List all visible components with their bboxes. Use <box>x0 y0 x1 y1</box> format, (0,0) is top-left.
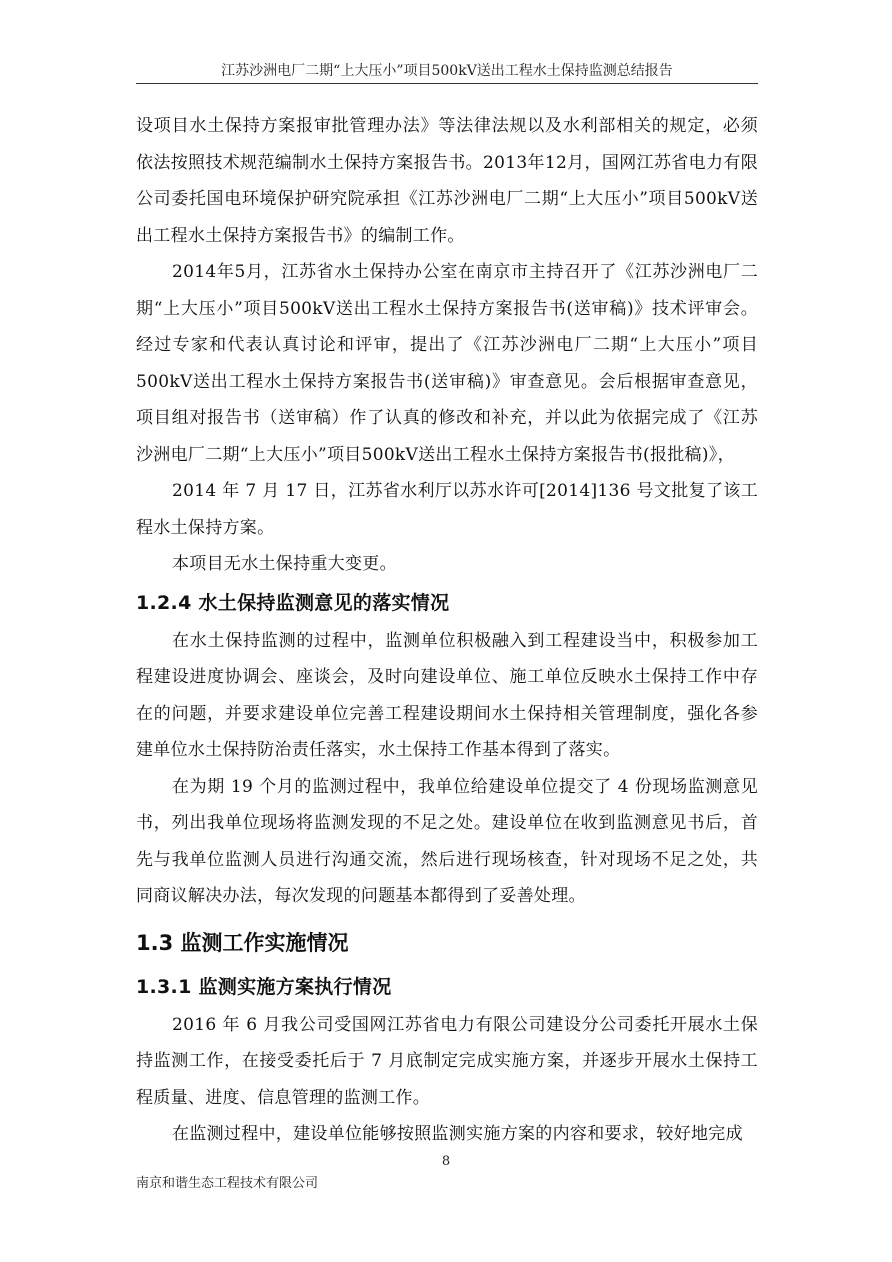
paragraph: 在为期 19 个月的监测过程中，我单位给建设单位提交了 4 份现场监测意见书，列出我单位现场将监测发现的不足之处。建设单位在收到监测意见书后，首先与我单位监测人员进行沟通交流，然后进行现场核查，针对现场不足之处，共同商议解决办法，每次发现的问题基本都得到了妥善处理。 <box>136 776 758 906</box>
page-number: 8 <box>441 1154 451 1169</box>
section-heading-1-3: 1.3 监测工作实施情况 <box>136 930 349 955</box>
paragraph: 2014 年 7 月 17 日，江苏省水利厅以苏水许可[2014]136 号文批复了该工程水土保持方案。 <box>136 481 758 538</box>
paragraph: 在水土保持监测的过程中，监测单位积极融入到工程建设当中，积极参加工程建设进度协调会、座谈会，及时向建设单位、施工单位反映水土保持工作中存在的问题，并要求建设单位完善工程建设期间水土保持相关管理制度，强化各参建单位水土保持防治责任落实，水土保持工作基本得到了落实。 <box>136 630 758 760</box>
paragraph: 2016 年 6 月我公司受国网江苏省电力有限公司建设分公司委托开展水土保持监测工作，在接受委托后于 7 月底制定完成实施方案，并逐步开展水土保持工程质量、进度、信息管理的监测工作。 <box>136 1014 758 1108</box>
footer-company: 南京和谐生态工程技术有限公司 <box>136 1176 319 1191</box>
paragraph: 设项目水土保持方案报审批管理办法》等法律法规以及水利部相关的规定，必须依法按照技术规范编制水土保持方案报告书。2013年12月，国网江苏省电力有限公司委托国电环境保护研究院承担《江苏沙洲电厂二期“上大压小”项目500kV送出工程水土保持方案报告书》的编制工作。 <box>136 116 758 246</box>
paragraph: 在监测过程中，建设单位能够按照监测实施方案的内容和要求，较好地完成 <box>172 1124 743 1144</box>
paragraph: 2014年5月，江苏省水土保持办公室在南京市主持召开了《江苏沙洲电厂二期“上大压小”项目500kV送出工程水土保持方案报告书(送审稿)》技术评审会。经过专家和代表认真讨论和评审，提出了《江苏沙洲电厂二期“上大压小”项目500kV送出工程水土保持方案报告书(送审稿)》审查意见。会后根据审查意见，项目组对报告书（送审稿）作了认真的修改和补充，并以此为依据完成了《江苏沙洲电厂二期“上大压小”项目500kV送出工程水土保持方案报告书(报批稿)》， <box>136 262 758 465</box>
section-heading-1-2-4: 1.2.4 水土保持监测意见的落实情况 <box>136 591 450 614</box>
paragraph: 本项目无水土保持重大变更。 <box>172 554 397 574</box>
running-header: 江苏沙洲电厂二期“上大压小”项目500kV送出工程水土保持监测总结报告 <box>221 63 673 79</box>
document-body <box>136 108 758 1153</box>
header-rule <box>136 83 758 84</box>
section-heading-1-3-1: 1.3.1 监测实施方案执行情况 <box>136 975 392 998</box>
